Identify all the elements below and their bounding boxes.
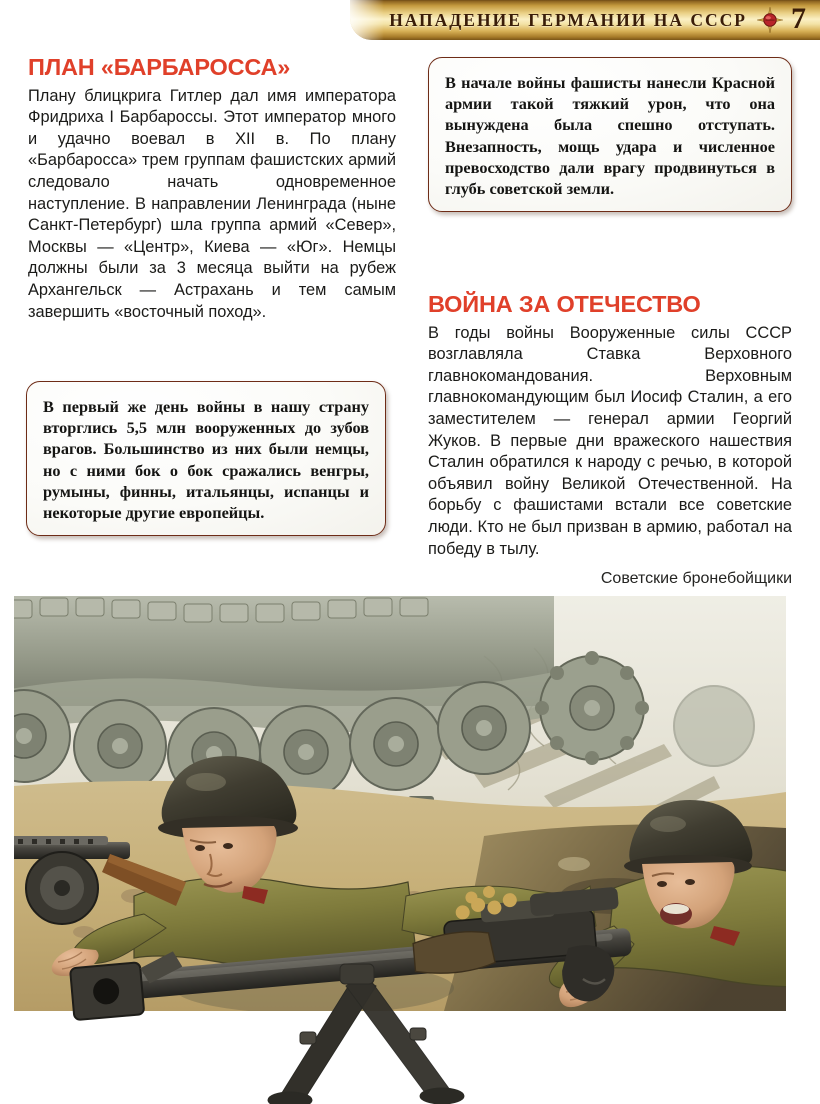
left-section-body: Плану блицкрига Гитлер дал имя императора Фридриха I Барбароссы. Этот император много и удачно воевал в XII в. По плану «Барбаросса» трем группам фашистских армий следовало начать одновременное наступление. В направлении Ленинграда (ныне Санкт-Петербург) шла группа армий «Север», Москвы — «Центр», Киева — «Юг». Немцы должны были за 3 месяца выйти на рубеж Архангельск — Астрахань и тем самым завершить «восточный поход».: [28, 86, 396, 321]
tank-drive-sprocket: [535, 651, 649, 765]
right-column: [428, 292, 792, 560]
red-gem-compass-ornament-icon: [757, 7, 783, 33]
page-number: 7: [791, 1, 806, 35]
callout-box-invasion-forces: [26, 381, 386, 536]
callout-left-text: В первый же день войны в нашу страну вторглись 5,5 млн вооруженных до зубов врагов. Большинство из них были немцы, но с ними бок о бок сражались венгры, румыны, финны, итальянцы, испанцы и некоторые другие европейцы.: [43, 397, 369, 523]
illustration-soviet-anti-tank-riflemen: [14, 596, 786, 1104]
illustration-caption: Советские бронебойщики: [600, 570, 792, 587]
banner-content: [350, 0, 820, 40]
callout-right-text: В начале войны фашисты нанесли Красной армии такой тяжкий урон, что она вынуждена была спешно отступать. Внезапность, мощь удара и численное превосходство дали врагу продвинуться в глубь советской земли.: [445, 73, 775, 199]
right-section-body: В годы войны Вооруженные силы СССР возглавляла Ставка Верховного главнокомандования. Верховным главнокомандующим был Иосиф Сталин, а его заместителем — генерал армии Георгий Жуков. В первые дни вражеского нашествия Сталин обратился к народу с речью, в которой объявил войну Великой Отечественной. На борьбу с фашистами встали все советские люди. Кто не был призван в армию, работал на победу в тылу.: [428, 323, 792, 558]
right-section-heading: ВОЙНА ЗА ОТЕЧЕСТВО: [428, 291, 701, 317]
page-header-banner: [350, 0, 820, 40]
left-section-heading: ПЛАН «БАРБАРОССА»: [28, 54, 291, 80]
left-column: [28, 55, 396, 323]
callout-box-war-start: [428, 57, 792, 212]
banner-title: НАПАДЕНИЕ ГЕРМАНИИ НА СССР: [389, 9, 747, 30]
